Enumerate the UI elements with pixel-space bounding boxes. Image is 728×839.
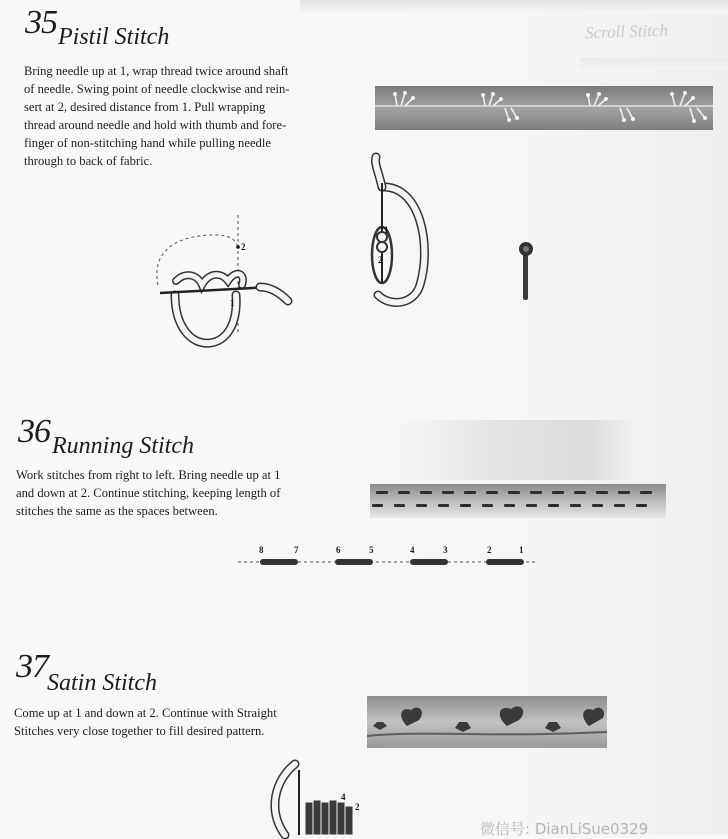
section-35-number: 35 (25, 4, 57, 41)
step-label-2: 2 (487, 545, 492, 555)
step-label-7: 7 (294, 545, 299, 555)
pistil-loop-diagram (360, 155, 440, 315)
running-stitch-diagram (238, 554, 538, 574)
instruction-line: through to back of fabric. (24, 154, 153, 168)
instruction-line: sert at 2, desired distance from 1. Pull wrapping (24, 100, 266, 114)
running-stitch-segment (260, 559, 298, 565)
satin-label-4: 4 (341, 792, 346, 802)
section-36-instructions (16, 466, 280, 520)
step-label-6: 6 (336, 545, 341, 555)
step-label-5: 5 (369, 545, 374, 555)
instruction-line: of needle. Swing point of needle clockwise and rein- (24, 82, 290, 96)
instruction-line: thread around needle and hold with thumb and fore- (24, 118, 287, 132)
bleed-through-shadow (395, 420, 635, 480)
section-35-title: Pistil Stitch (58, 24, 170, 50)
instruction-line: Work stitches from right to left. Bring needle up at 1 (16, 468, 281, 482)
satin-stitch-photo (367, 696, 607, 748)
pistil-loop-label-2: 2 (378, 255, 383, 265)
pistil-label-1: 1 (230, 298, 235, 308)
watermark: 微信号: DianLiSue0329 (480, 820, 649, 838)
previous-page-edge (300, 0, 728, 14)
instruction-line: finger of non-stitching hand while pulling needle (24, 136, 271, 150)
instruction-line: Stitches very close together to fill desired pattern. (14, 724, 265, 738)
instruction-line: stitches the same as the spaces between. (16, 504, 218, 518)
step-label-3: 3 (443, 545, 448, 555)
running-stitch-photo (370, 484, 666, 518)
pistil-label-2: 2 (241, 242, 246, 252)
running-stitch-segment (410, 559, 448, 565)
section-37-number: 37 (16, 648, 48, 685)
section-37-instructions (14, 704, 277, 740)
pistil-loop-label-1: 1 (384, 225, 389, 235)
bleed-through-title: Scroll Stitch (584, 20, 669, 43)
pistil-finished-diagram (516, 240, 536, 304)
section-35-instructions (24, 62, 289, 170)
section-36-number: 36 (18, 413, 50, 450)
bleed-through-photo (580, 58, 728, 70)
section-36-title: Running Stitch (52, 433, 194, 459)
instruction-line: and down at 2. Continue stitching, keeping length of (16, 486, 281, 500)
instruction-line: Come up at 1 and down at 2. Continue with Straight (14, 706, 277, 720)
instruction-line: Bring needle up at 1, wrap thread twice around shaft (24, 64, 289, 78)
running-stitch-segment (335, 559, 373, 565)
pistil-stitch-photo (375, 86, 713, 130)
satin-stitch-diagram (265, 760, 365, 835)
step-label-1: 1 (519, 545, 524, 555)
pistil-wrap-diagram (150, 215, 310, 360)
satin-label-2: 2 (355, 802, 360, 812)
section-37-title: Satin Stitch (47, 670, 157, 696)
running-stitch-segment (486, 559, 524, 565)
step-label-8: 8 (259, 545, 264, 555)
step-label-4: 4 (410, 545, 415, 555)
